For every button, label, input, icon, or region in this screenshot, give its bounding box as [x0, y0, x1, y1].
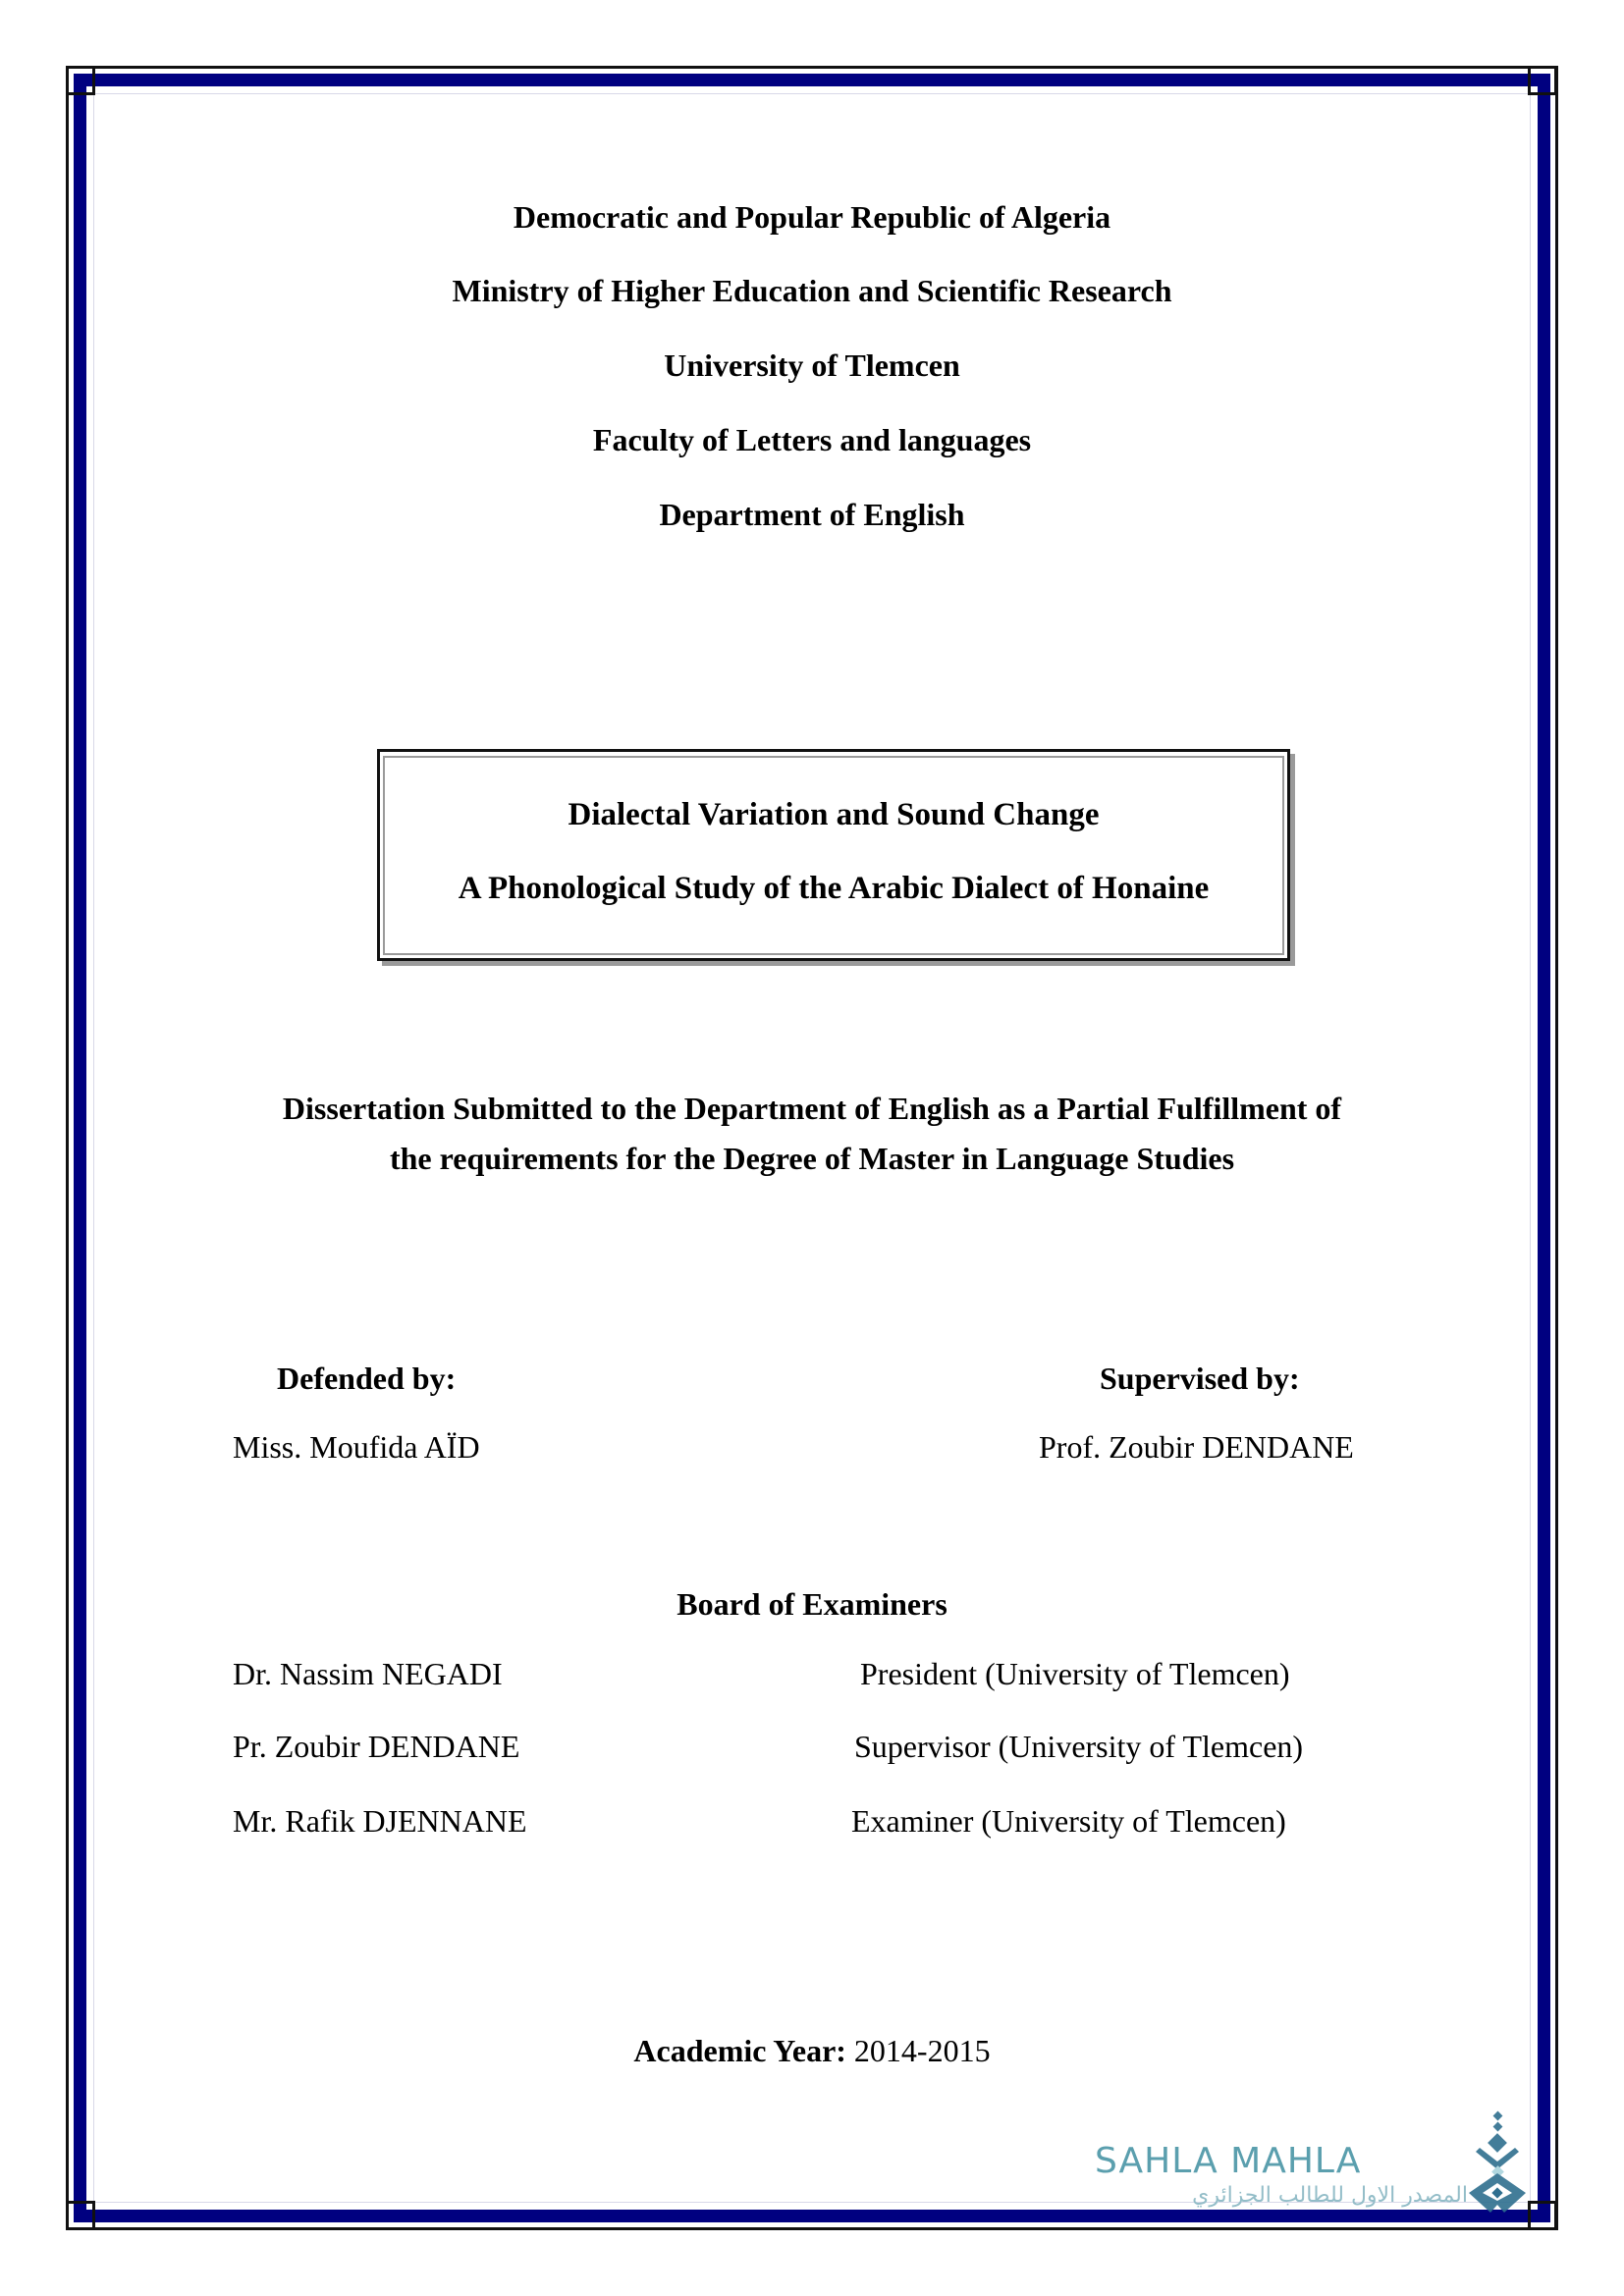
header-line-ministry: Ministry of Higher Education and Scientific Research — [452, 273, 1172, 308]
supervised-by-label: Supervised by: — [1100, 1361, 1300, 1396]
sahla-mahla-watermark — [1095, 2140, 1507, 2218]
watermark-latin-text: SAHLA MAHLA — [1095, 2141, 1362, 2181]
academic-year — [0, 2031, 1624, 2070]
board-member-name: Dr. Nassim NEGADI — [233, 1656, 503, 1691]
dissertation-subtitle: A Phonological Study of the Arabic Dialect of Honaine — [458, 871, 1210, 906]
header-line-faculty: Faculty of Letters and languages — [592, 422, 1032, 457]
board-member-role: Supervisor (University of Tlemcen) — [854, 1729, 1304, 1764]
board-member-name: Mr. Rafik DJENNANE — [233, 1803, 527, 1839]
board-heading: Board of Examiners — [677, 1586, 947, 1622]
submission-line-1: Dissertation Submitted to the Department of English as a Partial Fulfillment of — [282, 1091, 1342, 1126]
sahla-mahla-ornament-icon — [1465, 2110, 1534, 2214]
board-member-role: Examiner (University of Tlemcen) — [851, 1803, 1286, 1839]
title-box-inner-border — [383, 756, 1284, 955]
corner-ornament-top-right — [1528, 66, 1557, 95]
academic-year-value: 2014-2015 — [853, 2033, 991, 2068]
title-box — [377, 749, 1290, 961]
header-line-university: University of Tlemcen — [664, 347, 960, 383]
submission-line-2: the requirements for the Degree of Master in Language Studies — [389, 1141, 1235, 1176]
author-name: Miss. Moufida AÏD — [233, 1429, 480, 1465]
header-line-department: Department of English — [659, 497, 965, 532]
defended-by-label: Defended by: — [277, 1361, 457, 1396]
dissertation-title: Dialectal Variation and Sound Change — [568, 797, 1100, 832]
corner-ornament-bottom-left — [66, 2201, 95, 2230]
board-member-role: President (University of Tlemcen) — [860, 1656, 1290, 1691]
supervisor-name: Prof. Zoubir DENDANE — [1039, 1429, 1354, 1465]
academic-year-label: Academic Year: — [633, 2033, 846, 2068]
header-line-republic: Democratic and Popular Republic of Algeria — [513, 199, 1111, 235]
watermark-arabic-text: المصدر الاول للطالب الجزائري — [1192, 2183, 1468, 2208]
board-member-name: Pr. Zoubir DENDANE — [233, 1729, 520, 1764]
